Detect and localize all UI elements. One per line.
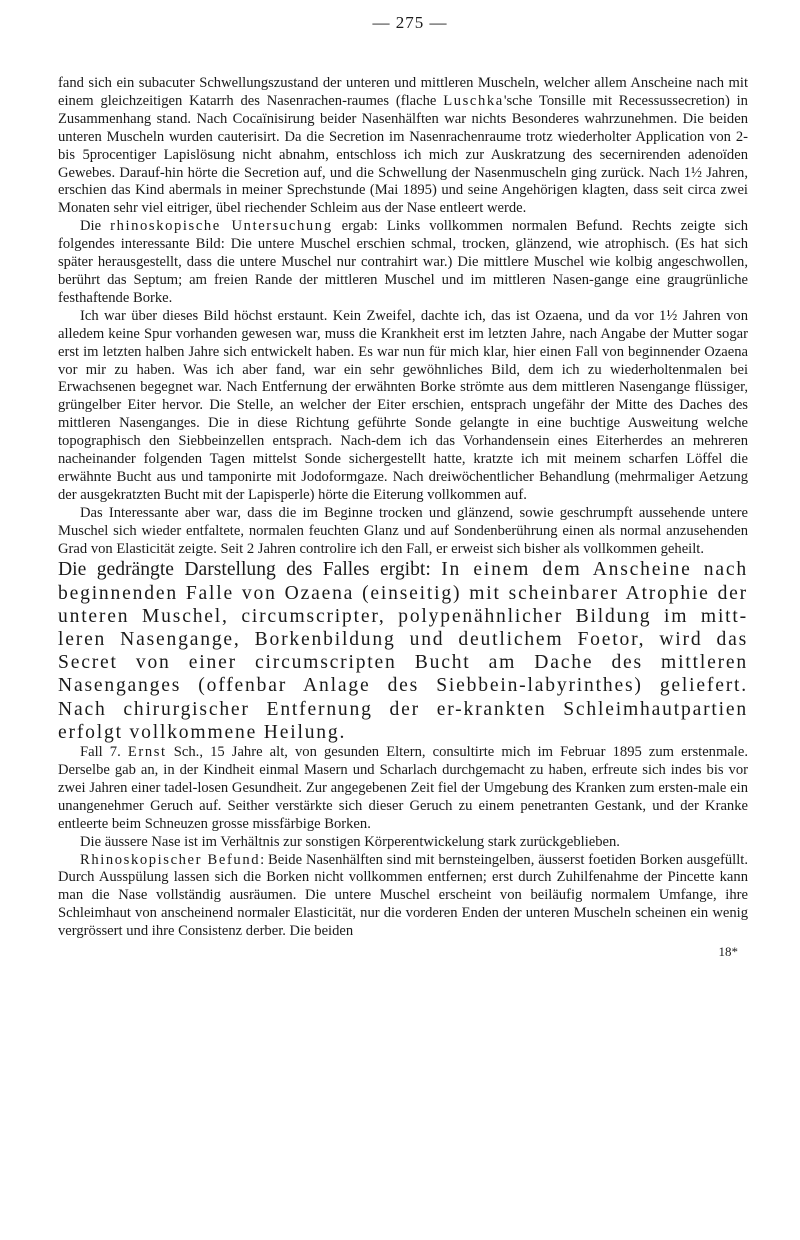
paragraph-case-7: Fall 7. Ernst Sch., 15 Jahre alt, von gesunden Eltern, consultirte mich im Februar 1895 zum erstenmale. Derselbe gab an, in der Kindheit einmal Masern und Scharlach durchgemacht zu haben, erfreute sich indes bis vor zwei Jahren einer tadel-losen Gesundheit. Zur angegebenen Zeit fiel der Umgebung des Kranken zum ersten-male ein unangenehmer Geruch auf. Seither verstärkte sich dieser Geruch zu einem penetranten Gestank, und der Kranke entleerte beim Schneuzen grosse missfärbige Borken.	[58, 744, 748, 832]
paragraph-case-history: fand sich ein subacuter Schwellungszustand der unteren und mittleren Muscheln, welcher allem Anscheine nach mit einem gleichzeitigen Katarrh des Nasenrachen-raumes (flache Luschka'sche Tonsille mit Recessussecretion) in Zusammenhang stand. Nach Cocaïnisirung beider Nasenhälften war nichts Besonderes wahrzunehmen. Die beiden unteren Muscheln wurden cauterisirt. Da die Secretion im Nasenrachenraume trotz wiederholter Application von 2- bis 5procentiger Lapislösung nicht abnahm, entschloss ich mich zur Auskratzung des secernirenden adenoïden Gewebes. Darauf-hin hörte die Secretion auf, und die Schwellung der Nasenmuscheln ging zurück. Nach 1½ Jahren, erschien das Kind abermals in meiner Sprechstunde (Mai 1895) und seine Angehörigen klagten, dass seit circa zwei Monaten sehr viel eitriger, übel riechender Schleim aus der Nase entleert werde.	[58, 75, 748, 217]
person-name-spaced: Luschka	[443, 92, 504, 109]
paragraph-rhinoscopic-finding: Rhinoskopischer Befund: Beide Nasenhälften sind mit bernsteingelben, äusserst foetiden Borken ausgefüllt. Durch Ausspülung lassen sich die Borken nicht vollkommen entfernen; erst durch Zuhilfenahme der Pincette kann man die Nase vollständig ausräumen. Die untere Muschel erscheint von beiläufig normalem Umfange, ihre Schleimhaut von anscheinend normaler Elasticität, nur die vorderen Enden der unteren Muscheln scheinen ein wenig vergrössert und ihre Consistenz derber. Die beiden	[58, 851, 748, 940]
page-number-header: — 275 —	[372, 13, 448, 32]
paragraph-external-nose: Die äussere Nase ist im Verhältnis zur sonstigen Körperentwickelung stark zurückgeblieben.	[80, 833, 620, 850]
paragraph-diagnosis: Ich war über dieses Bild höchst erstaunt. Kein Zweifel, dachte ich, das ist Ozaena, und da vor 1½ Jahren von alledem keine Spur vorhanden gewesen war, muss die Krankheit erst im letzten Jahre, nach Angabe der Mutter sogar erst im letzten halben Jahre sich entwickelt haben. Es war nun für mich klar, hier einen Fall von beginnender Ozaena vor mir zu haben. Was ich aber fand, war ein sehr gewöhnliches Bild, dem ich zu wiederholtenmalen bei Erwachsenen begegnet war. Nach Entfernung der erwähnten Borke strömte aus dem mittleren Nasengange flüssiger, grüngelber Eiter hervor. Die Stelle, an welcher der Eiter erschien, entsprach ungefähr der Mitte des Daches des mittleren Nasenganges. Die in diese Richtung geführte Sonde gelangte in eine buchtige Ausweitung welche topographisch den Siebbeinzellen entsprach. Nach-dem ich das Vorhandensein eines Eiterherdes an mehreren nacheinander folgenden Tagen mittelst Sonde sichergestellt hatte, kratzte ich mit meinem scharfen Löffel die erwähnte Bucht aus und tamponirte mit Jodoformgaze. Nach dreiwöchentlicher Behandlung (mehrmaliger Aetzung der ausgekratzten Bucht mit der Lapisperle) hörte die Eiterung vollkommen auf.	[58, 307, 748, 503]
signature-mark: 18*	[718, 944, 738, 960]
summary-lead: Die gedrängte Darstellung des Falles ergibt:	[58, 559, 442, 581]
person-name-spaced: Ernst	[127, 744, 167, 761]
paragraph-rhinoscopic-examination: Die rhinoskopische Untersuchung ergab: Links vollkommen normalen Befund. Rechts zeigte sich folgendes interessante Bild: Die untere Muschel erschien schmal, trocken, glänzend, wie atrophisch. (Es hat sich später herausgestellt, dass die untere Muschel nur contrahirt war.) Die mittlere Muschel wie kolbig angeschwollen, berührt das Septum; am freien Rande der mittleren Muschel und im mittleren Nasen-gange eine graugrünliche festhaftende Borke.	[58, 218, 748, 306]
paragraph-outcome: Das Interessante aber war, dass die im Beginne trocken und glänzend, sowie geschrumpft aussehende untere Muschel sich wieder entfaltete, normalen feuchten Glanz und auf Sondenberührung einen als normal anzusehenden Grad von Elasticität zeigte. Seit 2 Jahren controlire ich den Fall, er erweist sich bisher als vollkommen geheilt.	[58, 504, 748, 557]
summary-spaced: In einem dem Anscheine nach beginnenden Falle von Ozaena (einseitig) mit scheinbarer Atrophie der unteren Muschel, circumscripter, polypenähnlicher Bildung im mitt-leren Nasengange, Borkenbildung und deutlichem Foetor, wird das Secret von einer circumscripten Bucht am Dache des mittleren Nasenganges (offenbar Anlage des Siebbein-labyrinthes) geliefert. Nach chirurgischer Entfernung der er-krankten Schleimhautpartien erfolgt vollkommene Heilung.	[58, 559, 748, 743]
book-page	[58, 12, 748, 961]
spaced-term: rhinoskopische Untersuchung	[110, 218, 333, 235]
case-summary	[58, 558, 748, 744]
spaced-term: Rhinoskopischer Befund	[80, 851, 261, 868]
